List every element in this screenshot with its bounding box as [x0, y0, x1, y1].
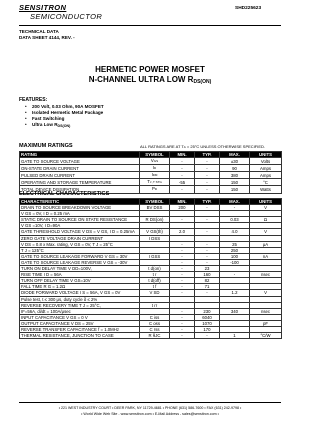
- symbol-sub: J ,T STG: [149, 180, 162, 185]
- table-row: [20, 172, 282, 179]
- value-cell: -: [170, 314, 195, 320]
- footer-address: • 221 WEST INDUSTRY COURT • DEER PARK, NY 11729-4681 • PHONE (631) 586-7600 • FAX (631) 242-9798 •: [58, 406, 242, 410]
- value-cell: 4.0: [220, 229, 250, 235]
- rating-cell: TOTAL DEVICE DISSIPATION: [20, 186, 140, 193]
- value-cell: -55: [170, 179, 195, 186]
- value-cell: 250: [220, 247, 250, 253]
- characteristic-cell: REVERSE TRANSFER CAPACITANCE f = 1.0MHz: [20, 326, 140, 332]
- footer-web: • World Wide Web Site - www.sensitron.com • E-Mail Address - sales@sensitron.com •: [81, 412, 219, 416]
- feature-item: • Isolated Hermetic Metal Package: [32, 110, 103, 115]
- value-cell: -: [170, 326, 195, 332]
- value-cell: V: [250, 290, 282, 296]
- feature-item: • Ultra Low $R_{DS(ON)}$: [32, 122, 70, 128]
- characteristic-cell: THERMAL RESISTANCE, JUNCTION TO CASE: [20, 333, 140, 339]
- value-cell: -: [170, 333, 195, 339]
- characteristic-cell: GATE TO SOURCE LEAKAGE FORWARD V GS = 30V: [20, 253, 140, 259]
- value-cell: -: [195, 205, 220, 211]
- value-cell: -: [195, 333, 220, 339]
- value-cell: Amps: [250, 172, 282, 179]
- value-cell: 150: [220, 179, 250, 186]
- max-ratings-heading: MAXIMUM RATINGS: [19, 143, 73, 149]
- col-header: RATING: [20, 152, 140, 158]
- value-cell: 90: [220, 165, 250, 172]
- value-cell: t d(off): [140, 278, 170, 284]
- symbol-cell: [140, 172, 170, 179]
- value-cell: Amps: [250, 165, 282, 172]
- value-cell: -: [195, 253, 220, 259]
- col-header: CHARACTERISTIC: [20, 199, 140, 205]
- value-cell: 150: [220, 186, 250, 193]
- characteristic-cell: DRAIN TO SOURCE BREAKDOWN VOLTAGE: [20, 205, 140, 211]
- value-cell: t r: [140, 272, 170, 278]
- value-cell: nA: [250, 253, 282, 259]
- value-cell: -: [195, 186, 220, 193]
- value-cell: 200: [170, 205, 195, 211]
- value-cell: C oss: [140, 320, 170, 326]
- value-cell: R θJC: [140, 333, 170, 339]
- value-cell: 1: [220, 333, 250, 339]
- elec-table: [19, 198, 282, 339]
- value-cell: 6040: [195, 314, 220, 320]
- value-cell: -: [170, 247, 195, 253]
- characteristic-cell: V GS = 0V, I D = 0.25 mA: [20, 211, 140, 217]
- symbol-cell: [140, 158, 170, 165]
- value-cell: -: [195, 259, 220, 265]
- symbol-main: I: [151, 172, 153, 178]
- value-cell: BV DSS: [140, 205, 170, 211]
- value-cell: -: [170, 320, 195, 326]
- symbol-cell: [140, 179, 170, 186]
- value-cell: I DSS: [140, 235, 170, 241]
- value-cell: C iss: [140, 314, 170, 320]
- value-cell: 380: [220, 172, 250, 179]
- header-divider: [19, 25, 281, 26]
- characteristic-cell: RISE TIME I D = 56A: [20, 272, 140, 278]
- col-header: MAX.: [220, 199, 250, 205]
- symbol-sub: GS: [153, 159, 159, 164]
- value-cell: -: [170, 278, 195, 284]
- max-ratings-table: [19, 151, 282, 194]
- symbol-sub: D: [154, 187, 158, 192]
- characteristic-cell: OUTPUT CAPACITANCE V DS = 25V: [20, 320, 140, 326]
- value-cell: 71: [195, 284, 220, 290]
- characteristic-cell: V GS =10V, I D=90A: [20, 223, 140, 229]
- value-cell: -: [170, 241, 195, 247]
- value-cell: 23: [195, 266, 220, 272]
- value-cell: 1.2: [220, 290, 250, 296]
- value-cell: -: [170, 266, 195, 272]
- characteristic-cell: ZERO GATE VOLTAGE DRAIN CURRENT: [20, 235, 140, 241]
- characteristic-cell: DIODE FORWARD VOLTAGE I S = 56A, V GS = 0V: [20, 290, 140, 296]
- rating-cell: GATE TO SOURCE VOLTAGE: [20, 158, 140, 165]
- characteristic-cell: IF=56A, di/dt = 100A/μsec: [20, 308, 140, 314]
- value-cell: -: [195, 290, 220, 296]
- col-header: SYMBOL: [140, 199, 170, 205]
- value-cell: t d(on): [140, 266, 170, 272]
- characteristic-cell: TURN OFF DELAY TIME V GS=10V: [20, 278, 140, 284]
- value-cell: 82: [195, 278, 220, 284]
- characteristic-cell: T J = 125°C: [20, 247, 140, 253]
- feature-item: • 200 Volt, 0.03 Ohm, 90A MOSFET: [32, 104, 104, 109]
- title-line-1: HERMETIC POWER MOSFET: [95, 65, 205, 74]
- value-cell: -: [220, 272, 250, 278]
- symbol-cell: [140, 186, 170, 193]
- value-cell: 2.0: [170, 229, 195, 235]
- value-cell: Volts: [250, 158, 282, 165]
- value-cell: -: [195, 165, 220, 172]
- table-row: [20, 165, 282, 172]
- value-cell: C rss: [140, 326, 170, 332]
- value-cell: 1070: [195, 320, 220, 326]
- characteristic-cell: GATE TO SOURCE LEAKAGE REVERSE V GS = -30V: [20, 259, 140, 265]
- company-subtitle: SEMICONDUCTOR: [30, 12, 103, 21]
- table-row: [20, 333, 282, 339]
- col-header: UNITS: [250, 199, 282, 205]
- footer-divider: [19, 402, 281, 403]
- features-heading: FEATURES:: [19, 97, 48, 103]
- characteristic-cell: STATIC DRAIN TO SOURCE ON STATE RESISTANCE: [20, 217, 140, 223]
- max-ratings-note: ALL RATINGS ARE AT TA = 25°C UNLESS OTHERWISE SPECIFIED.: [140, 144, 266, 149]
- data-sheet-label: DATA SHEET 4144, REV. -: [19, 35, 75, 40]
- characteristic-cell: V DS = 0.8 x Max. rating, V GS = 0V, T J = 25°C: [20, 241, 140, 247]
- col-header: MIN.: [170, 199, 195, 205]
- rating-cell: ON-STATE DRAIN CURRENT: [20, 165, 140, 172]
- value-cell: -: [195, 158, 220, 165]
- part-number: SHD225623: [235, 6, 262, 11]
- symbol-main: P: [151, 186, 155, 192]
- characteristic-cell: Pulse test, t ≤ 300 μs, duty cycle δ ≤ 2%: [20, 296, 140, 302]
- value-cell: -: [170, 308, 195, 314]
- value-cell: -: [195, 241, 220, 247]
- value-cell: V: [250, 205, 282, 211]
- col-header: MIN.: [170, 152, 195, 158]
- value-cell: -: [170, 259, 195, 265]
- value-cell: -: [195, 179, 220, 186]
- symbol-main: I: [152, 165, 155, 171]
- characteristic-cell: REVERSE RECOVERY TIME T J = 25°C,: [20, 302, 140, 308]
- value-cell: t f: [140, 284, 170, 290]
- value-cell: nsec: [250, 272, 282, 278]
- value-cell: -: [170, 272, 195, 278]
- value-cell: V GS(th): [140, 229, 170, 235]
- value-cell: 170: [195, 326, 220, 332]
- symbol-sub: DM: [152, 173, 158, 178]
- value-cell: °C/W: [250, 333, 282, 339]
- col-header: UNITS: [250, 152, 282, 158]
- symbol-main: T: [147, 179, 150, 185]
- value-cell: -: [170, 172, 195, 179]
- title-line-2: N-CHANNEL ULTRA LOW $R_{DS(ON)}$: [88, 75, 212, 85]
- value-cell: V: [250, 229, 282, 235]
- value-cell: 340: [220, 308, 250, 314]
- value-cell: 160: [195, 272, 220, 278]
- characteristic-cell: GATE THRESHOLD VOLTAGE V DS = V GS, I D = 0.25mA: [20, 229, 140, 235]
- value-cell: Ω: [250, 217, 282, 223]
- value-cell: t rr: [140, 302, 170, 308]
- value-cell: -: [170, 253, 195, 259]
- rating-cell: OPERATING AND STORAGE TEMPERATURE: [20, 179, 140, 186]
- table-row: [20, 179, 282, 186]
- value-cell: -: [195, 217, 220, 223]
- rating-cell: PULSED DRAIN CURRENT: [20, 172, 140, 179]
- characteristic-cell: FALL TIME R G = 1.2Ω: [20, 284, 140, 290]
- value-cell: -: [195, 172, 220, 179]
- symbol-cell: [140, 165, 170, 172]
- value-cell: -: [170, 290, 195, 296]
- elec-heading: ELECTRICAL CHARACTERISTICS: [19, 191, 110, 197]
- col-header: SYMBOL: [140, 152, 170, 158]
- company-name: SENSITRON: [19, 3, 67, 12]
- value-cell: -: [195, 247, 220, 253]
- symbol-sub: D: [154, 166, 157, 171]
- characteristic-cell: INPUT CAPACITANCE V GS = 0 V: [20, 314, 140, 320]
- characteristic-cell: TURN ON DELAY TIME V DD=100V,: [20, 266, 140, 272]
- value-cell: 0.03: [220, 217, 250, 223]
- value-cell: -: [170, 217, 195, 223]
- col-header: TYP.: [195, 152, 220, 158]
- col-header: MAX.: [220, 152, 250, 158]
- symbol-main: V: [150, 158, 154, 164]
- value-cell: pF: [250, 320, 282, 326]
- value-cell: -: [170, 284, 195, 290]
- col-header: TYP.: [195, 199, 220, 205]
- value-cell: -: [195, 229, 220, 235]
- value-cell: μA: [250, 241, 282, 247]
- value-cell: I GSS: [140, 253, 170, 259]
- value-cell: 100: [220, 253, 250, 259]
- technical-data-label: TECHNICAL DATA: [19, 29, 59, 34]
- value-cell: Watts: [250, 186, 282, 193]
- value-cell: 230: [195, 308, 220, 314]
- value-cell: 25: [220, 241, 250, 247]
- value-cell: R DS(on): [140, 217, 170, 223]
- value-cell: ±30: [220, 158, 250, 165]
- value-cell: -: [170, 165, 195, 172]
- value-cell: -100: [220, 259, 250, 265]
- value-cell: nsec: [250, 308, 282, 314]
- feature-item: • Fast Switching: [32, 116, 64, 121]
- value-cell: -: [170, 186, 195, 193]
- table-row: [20, 158, 282, 165]
- value-cell: °C: [250, 179, 282, 186]
- value-cell: -: [220, 205, 250, 211]
- value-cell: V SD: [140, 290, 170, 296]
- value-cell: -: [170, 158, 195, 165]
